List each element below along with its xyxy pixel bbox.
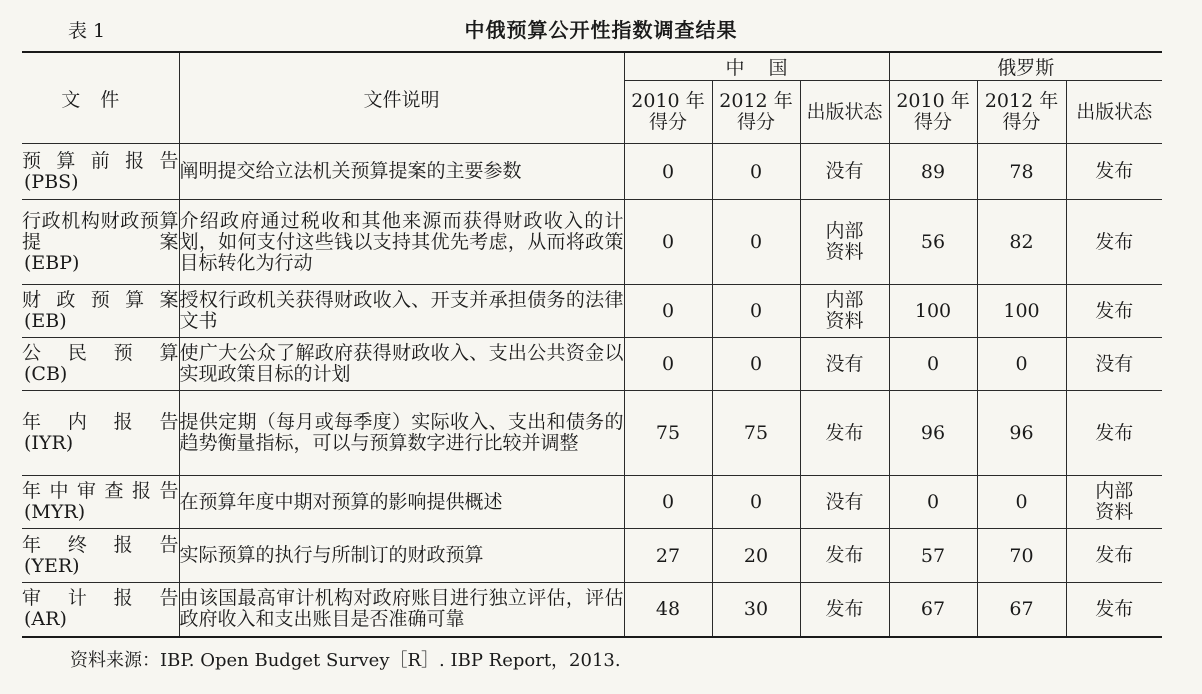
- china-2012-score: 0: [712, 144, 800, 200]
- document-description: 阐明提交给立法机关预算提案的主要参数: [179, 144, 624, 200]
- russia-2012-score: 82: [977, 200, 1066, 285]
- russia-2012-score: 96: [977, 391, 1066, 476]
- table-row: [22, 529, 1162, 583]
- document-name-text: 年内报告: [22, 411, 179, 433]
- china-2010-score: 0: [624, 144, 712, 200]
- table-row: [22, 200, 1162, 285]
- russia-2010-score: 0: [889, 338, 977, 391]
- header-russia-status: 出版状态: [1066, 81, 1162, 144]
- budget-openness-table: [22, 51, 1162, 638]
- document-name: [22, 391, 179, 476]
- document-code: (CB): [24, 363, 68, 385]
- document-name-text: 财政预算案: [22, 289, 179, 311]
- china-status: 发布: [800, 391, 889, 476]
- document-name: [22, 200, 179, 285]
- table-row: [22, 144, 1162, 200]
- russia-2012-score: 0: [977, 476, 1066, 529]
- china-status: 没有: [800, 144, 889, 200]
- china-2012-score: 0: [712, 285, 800, 338]
- document-code: (AR): [24, 608, 67, 631]
- china-status: 内部资料: [800, 285, 889, 338]
- document-name: [22, 529, 179, 583]
- russia-2010-score: 56: [889, 200, 977, 285]
- table-row: [22, 285, 1162, 338]
- russia-status: 发布: [1066, 144, 1162, 200]
- table-row: [22, 583, 1162, 637]
- russia-2012-score: 70: [977, 529, 1066, 583]
- russia-2012-score: 78: [977, 144, 1066, 200]
- china-2010-score: 27: [624, 529, 712, 583]
- header-china: [624, 52, 889, 81]
- russia-2010-score: 57: [889, 529, 977, 583]
- table-number: 表 1: [68, 20, 106, 42]
- document-name: [22, 476, 179, 529]
- russia-2010-score: 96: [889, 391, 977, 476]
- header-china-2012: 2012 年 得分: [712, 81, 800, 144]
- china-status: 没有: [800, 338, 889, 391]
- china-2010-score: 75: [624, 391, 712, 476]
- russia-status: 发布: [1066, 200, 1162, 285]
- document-code: (EB): [24, 310, 67, 332]
- russia-status: 发布: [1066, 391, 1162, 476]
- china-2012-score: 20: [712, 529, 800, 583]
- table-caption: [0, 0, 1202, 48]
- header-china-label: 中国: [725, 57, 812, 79]
- document-name-text: 审计报告: [22, 587, 179, 610]
- document-code: (PBS): [24, 170, 79, 193]
- header-russia-2012: 2012 年 得分: [977, 81, 1066, 144]
- document-code: (IYR): [24, 432, 74, 454]
- header-china-status: 出版状态: [800, 81, 889, 144]
- russia-status: 发布: [1066, 583, 1162, 637]
- china-status: 发布: [800, 529, 889, 583]
- china-2010-score: 48: [624, 583, 712, 637]
- russia-status: 发布: [1066, 285, 1162, 338]
- china-2012-score: 75: [712, 391, 800, 476]
- russia-2010-score: 89: [889, 144, 977, 200]
- document-description: 介绍政府通过税收和其他来源而获得财政收入的计划，如何支付这些钱以支持其优先考虑，从而将政策目标转化为行动: [179, 200, 624, 285]
- header-file: 文件: [22, 52, 179, 144]
- russia-2012-score: 67: [977, 583, 1066, 637]
- document-name-text: 预算前报告: [22, 149, 179, 172]
- header-description: 文件说明: [179, 52, 624, 144]
- document-name-text: 年终报告: [22, 533, 179, 556]
- table-row: [22, 476, 1162, 529]
- document-code: (EBP): [24, 251, 80, 274]
- china-2012-score: 0: [712, 476, 800, 529]
- document-name: [22, 338, 179, 391]
- china-2010-score: 0: [624, 476, 712, 529]
- russia-2012-score: 0: [977, 338, 1066, 391]
- table-row: [22, 338, 1162, 391]
- document-name-text: 年中审查报告: [22, 480, 179, 502]
- header-china-2010: 2010 年 得分: [624, 81, 712, 144]
- source-note: 资料来源：IBP. Open Budget Survey［R］. IBP Report，2013.: [70, 650, 621, 671]
- document-name-text: 行政机构财政预算提案: [22, 209, 179, 253]
- russia-2010-score: 100: [889, 285, 977, 338]
- russia-2010-score: 0: [889, 476, 977, 529]
- document-code: (MYR): [24, 501, 86, 523]
- china-status: 发布: [800, 583, 889, 637]
- china-2010-score: 0: [624, 285, 712, 338]
- china-status: 内部资料: [800, 200, 889, 285]
- russia-2010-score: 67: [889, 583, 977, 637]
- document-name: [22, 144, 179, 200]
- russia-status: 内部资料: [1066, 476, 1162, 529]
- russia-status: 没有: [1066, 338, 1162, 391]
- russia-2012-score: 100: [977, 285, 1066, 338]
- document-description: 提供定期（每月或每季度）实际收入、支出和债务的趋势衡量指标，可以与预算数字进行比较并调整: [179, 391, 624, 476]
- russia-status: 发布: [1066, 529, 1162, 583]
- china-2012-score: 0: [712, 338, 800, 391]
- document-description: 由该国最高审计机构对政府账目进行独立评估，评估政府收入和支出账目是否准确可靠: [179, 583, 624, 637]
- china-2010-score: 0: [624, 338, 712, 391]
- document-description: 授权行政机关获得财政收入、开支并承担债务的法律文书: [179, 285, 624, 338]
- document-description: 使广大公众了解政府获得财政收入、支出公共资金以实现政策目标的计划: [179, 338, 624, 391]
- document-name: [22, 285, 179, 338]
- document-name-text: 公民预算: [22, 342, 179, 364]
- china-2012-score: 0: [712, 200, 800, 285]
- document-code: (YER): [24, 554, 80, 577]
- china-2010-score: 0: [624, 200, 712, 285]
- china-status: 没有: [800, 476, 889, 529]
- document-name: [22, 583, 179, 637]
- table-row: [22, 391, 1162, 476]
- document-description: 在预算年度中期对预算的影响提供概述: [179, 476, 624, 529]
- document-description: 实际预算的执行与所制订的财政预算: [179, 529, 624, 583]
- table-title: 中俄预算公开性指数调查结果: [464, 18, 738, 42]
- header-russia-2010: 2010 年 得分: [889, 81, 977, 144]
- header-russia: 俄罗斯: [889, 52, 1162, 81]
- china-2012-score: 30: [712, 583, 800, 637]
